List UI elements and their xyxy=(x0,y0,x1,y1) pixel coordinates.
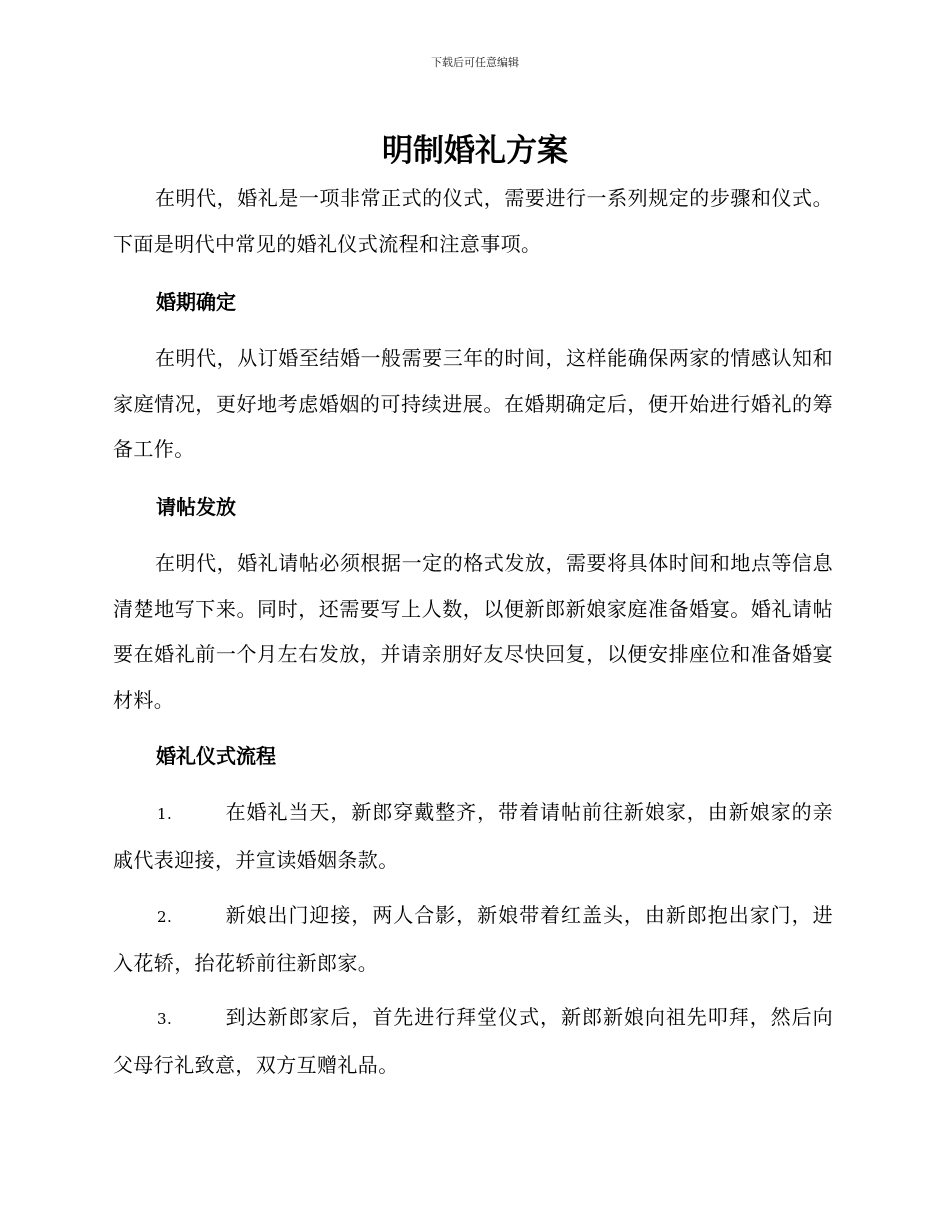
list-number: 1. xyxy=(157,805,173,823)
list-item xyxy=(113,893,833,986)
section-heading: 婚礼仪式流程 xyxy=(156,744,276,768)
document-title: 明制婚礼方案 xyxy=(382,133,568,169)
section-heading: 请帖发放 xyxy=(156,495,236,519)
list-number: 3. xyxy=(157,1010,173,1028)
section-paragraph: 在明代，婚礼请帖必须根据一定的格式发放，需要将具体时间和地点等信息清楚地写下来。同时，还需要写上人数，以便新郎新娘家庭准备婚宴。婚礼请帖要在婚礼前一个月左右发放，并请亲朋好友尽快回复，以便安排座位和准备婚宴材料。 xyxy=(113,551,833,712)
section-heading: 婚期确定 xyxy=(156,290,236,314)
section-paragraph: 在明代，从订婚至结婚一般需要三年的时间，这样能确保两家的情感认知和家庭情况，更好地考虑婚姻的可持续进展。在婚期确定后，便开始进行婚礼的筹备工作。 xyxy=(113,346,833,461)
list-item-text: 在婚礼当天，新郎穿戴整齐，带着请帖前往新娘家，由新娘家的亲戚代表迎接，并宣读婚姻条款。 xyxy=(113,800,833,872)
list-item xyxy=(113,995,833,1088)
list-number: 2. xyxy=(157,908,173,926)
header-note: 下载后可任意编辑 xyxy=(431,56,519,69)
intro-paragraph: 在明代，婚礼是一项非常正式的仪式，需要进行一系列规定的步骤和仪式。下面是明代中常见的婚礼仪式流程和注意事项。 xyxy=(113,186,833,256)
list-item-text: 新娘出门迎接，两人合影，新娘带着红盖头，由新郎抱出家门，进入花轿，抬花轿前往新郎家。 xyxy=(113,903,833,975)
list-item-text: 到达新郎家后，首先进行拜堂仪式，新郎新娘向祖先叩拜，然后向父母行礼致意，双方互赠礼品。 xyxy=(113,1005,833,1077)
list-item xyxy=(113,790,833,883)
